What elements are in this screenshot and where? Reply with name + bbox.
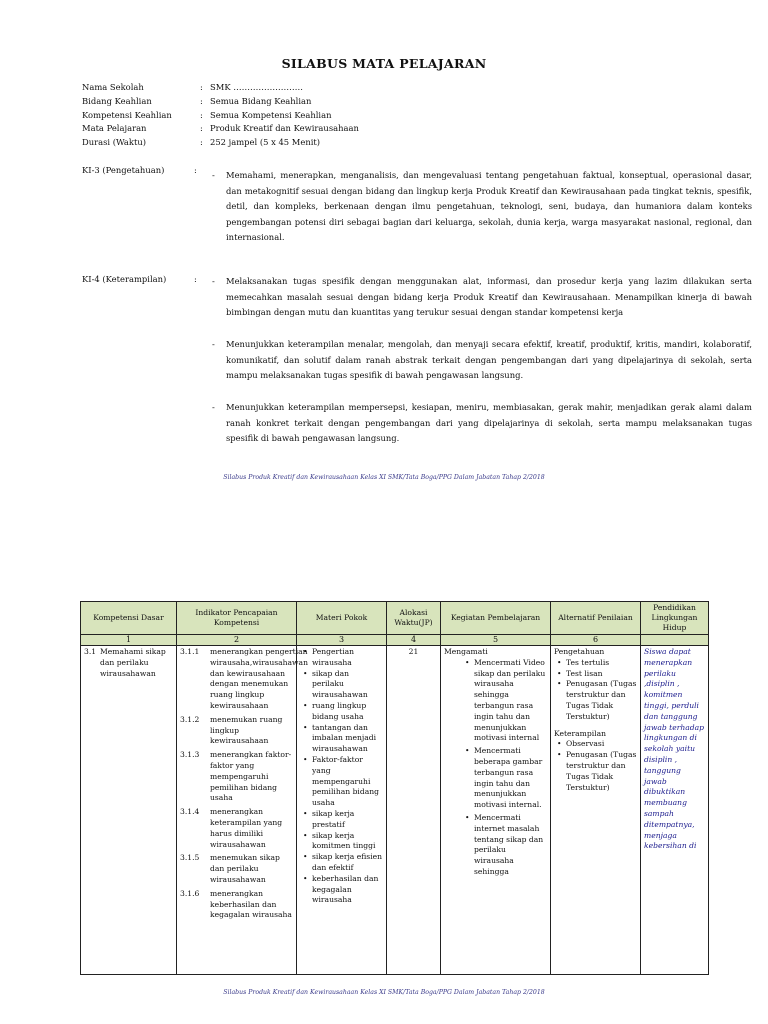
meta-value: Produk Kreatif dan Kewirausahaan [210, 123, 359, 134]
kd-text: Memahami sikap dan perilaku wirausahawan [100, 647, 166, 678]
indikator-number: 3.1.4 [180, 807, 200, 817]
school-meta [82, 81, 359, 150]
penilaian-item: • Penugasan (Tugas terstruktur dan Tugas Tidak Terstuktur) [566, 750, 637, 793]
plh-cell: Siswa dapat menerapkan perilaku ,disiplin , komitmen tinggi, perduli dan tanggung jawab terhadap lingkungan di sekolah yaitu disiplin , tanggung jawab dibuktikan membuang sampah ditempatnya, menjaga kebersihan di [641, 646, 709, 975]
materi-item: • Faktor-faktor yang mempengaruhi pemilihan bidang usaha [312, 755, 383, 809]
column-number-row [81, 635, 709, 646]
indikator-item [180, 647, 308, 712]
indikator-text: menerangkan keberhasilan dan kegagalan wirausaha [210, 888, 292, 920]
materi-item: • sikap kerja komitmen tinggi [312, 831, 383, 853]
meta-label: Bidang Keahlian [82, 95, 152, 106]
penilaian-item: • Tes tertulis [566, 658, 637, 669]
meta-row [82, 95, 359, 109]
penilaian-item: • Penugasan (Tugas terstruktur dan Tugas Tidak Terstuktur) [566, 679, 637, 722]
indikator-text: menerangkan faktor-faktor yang mempengaruhi pemilihan bidang usaha [210, 750, 292, 803]
header-cell: Alokasi Waktu(JP) [387, 602, 441, 635]
column-number: 1 [81, 635, 177, 646]
ki4-item: Melaksanakan tugas spesifik dengan menggunakan alat, informasi, dan prosedur kerja yang lazim dilakukan serta memecahkan masalah sesuai dengan bidang kerja Produk Kreatif dan Kewirausahaan. Menampilkan kinerja di bawah bimbingan dengan mutu dan kuantitas yang terukur sesuai dengan standar kompetensi kerja [226, 276, 752, 318]
syllabus-table [80, 601, 709, 975]
meta-colon: : [200, 123, 203, 134]
ki-dash: - [212, 170, 215, 180]
indikator-number: 3.1.5 [180, 853, 200, 863]
ki3-label: KI-3 (Pengetahuan) [82, 165, 165, 175]
meta-value: Semua Kompetensi Keahlian [210, 109, 332, 120]
meta-colon: : [200, 137, 203, 148]
indikator-cell [177, 646, 308, 975]
alokasi-cell: 21 [387, 646, 441, 975]
header-cell: Materi Pokok [297, 602, 387, 635]
indikator-number: 3.1.2 [180, 714, 200, 724]
header-cell: Indikator Pencapaian Kompetensi [177, 602, 297, 635]
meta-value: SMK ……………………. [210, 82, 303, 92]
indikator-item [180, 750, 293, 804]
indikator-item [180, 807, 293, 850]
materi-item: • keberhasilan dan kegagalan wirausaha [312, 874, 383, 906]
kegiatan-item: • Mencermati beberapa gambar terbangun rasa ingin tahu dan menunjukkan motivasi internal. [474, 746, 547, 811]
meta-row [82, 136, 359, 150]
meta-value: Semua Bidang Keahlian [210, 95, 312, 106]
indikator-number: 3.1.6 [180, 888, 200, 898]
header-row [81, 602, 709, 635]
indikator-text: menerangkan keterampilan yang harus dimiliki wirausahawan [210, 807, 283, 849]
penilaian-item: • Test lisan [566, 669, 637, 680]
meta-row [82, 122, 359, 136]
materi-cell [297, 646, 387, 975]
meta-value: 252 jampel (5 x 45 Menit) [210, 137, 321, 148]
column-number: 5 [441, 635, 551, 646]
meta-row [82, 81, 359, 95]
kegiatan-cell [441, 646, 551, 975]
indikator-item [180, 715, 293, 747]
page-title: SILABUS MATA PELAJARAN [281, 56, 487, 71]
penilaian-item: • Observasi [566, 739, 637, 750]
header-cell: Kompetensi Dasar [81, 602, 177, 635]
meta-label: Mata Pelajaran [82, 123, 147, 134]
kd-cell [81, 646, 177, 975]
ki3-text: Memahami, menerapkan, menganalisis, dan mengevaluasi tentang pengetahuan faktual, konseptual, operasional dasar, dan metakognitif sesuai dengan bidang dan lingkup kerja Produk Kreatif dan Kewirausahaan pada tingkat teknis, spesifik, detil, dan kompleks, berkenaan dengan ilmu pengetahuan, teknologi, seni, budaya, dan humaniora dalam konteks pengembangan potensi diri sebagai bagian dari keluarga, sekolah, dunia kerja, warga masyarakat nasional, regional, dan internasional. [226, 170, 752, 243]
indikator-item [180, 889, 293, 921]
header-cell: Pendidikan Lingkungan Hidup [641, 602, 709, 635]
indikator-text: menerangkan pengertian wirausaha,wirausahawan dan kewirausahaan dengan menemukan ruang lingkup kewirausahaan [210, 647, 308, 710]
materi-item: • tantangan dan imbalan menjadi wirausahawan [312, 723, 383, 755]
ki4-item: Menunjukkan keterampilan menalar, mengolah, dan menyaji secara efektif, kreatif, produktif, kritis, mandiri, kolaboratif, komunikatif, dan solutif dalam ranah abstrak terkait dengan pengembangan dari yang dipelajarinya di sekolah, serta mampu melaksanakan tugas spesifik di bawah pengawasan langsung. [226, 339, 752, 381]
column-number: 6 [551, 635, 641, 646]
ki-dash: - [212, 276, 215, 286]
ki-colon: : [194, 274, 197, 284]
column-number [641, 635, 709, 646]
materi-item: • Pengertian wirausaha [312, 647, 383, 669]
materi-item: • sikap kerja prestatif [312, 809, 383, 831]
page-footer-bottom: Silabus Produk Kreatif dan Kewirausahaan Kelas XI SMK/Tata Boga/PPG Dalam Jabatan Tahap 2/2018 [223, 989, 545, 996]
meta-label: Durasi (Waktu) [82, 137, 146, 148]
page-footer: Silabus Produk Kreatif dan Kewirausahaan Kelas XI SMK/Tata Boga/PPG Dalam Jabatan Tahap 2/2018 [223, 474, 545, 481]
table-row [81, 646, 709, 975]
kd-number: 3.1 [84, 647, 97, 656]
indikator-text: menemukan sikap dan perilaku wirausahawan [210, 853, 280, 884]
column-number: 4 [387, 635, 441, 646]
indikator-item [180, 853, 293, 885]
meta-colon: : [200, 109, 203, 120]
meta-colon: : [200, 95, 203, 106]
column-number: 3 [297, 635, 387, 646]
meta-label: Nama Sekolah [82, 82, 144, 92]
materi-item: • ruang lingkup bidang usaha [312, 701, 383, 723]
ki-dash: - [212, 402, 215, 412]
penilaian-keterampilan-label: Keterampilan [554, 728, 607, 738]
kegiatan-heading: Mengamati [444, 647, 488, 656]
materi-item: • sikap kerja efisien dan efektif [312, 852, 383, 874]
penilaian-pengetahuan-label: Pengetahuan [554, 647, 605, 656]
indikator-number: 3.1.1 [180, 647, 200, 656]
ki4-label: KI-4 (Keterampilan) [82, 274, 167, 284]
header-cell: Kegiatan Pembelajaran [441, 602, 551, 635]
kegiatan-item: • Mencermati Video sikap dan perilaku wirausaha sehingga terbangun rasa ingin tahu dan menunjukkan motivasi internal [474, 658, 547, 744]
indikator-number: 3.1.3 [180, 750, 200, 760]
ki4-item: Menunjukkan keterampilan mempersepsi, kesiapan, meniru, membiasakan, gerak mahir, menjadikan gerak alami dalam ranah konkret terkait dengan pengembangan dari yang dipelajarinya di sekolah, serta mampu melaksanakan tugas spesifik di bawah pengawasan langsung. [226, 402, 752, 444]
header-cell: Alternatif Penilaian [551, 602, 641, 635]
meta-row [82, 109, 359, 123]
indikator-text: menemukan ruang lingkup kewirausahaan [210, 714, 283, 746]
kegiatan-item: • Mencermati internet masalah tentang sikap dan perilaku wirausaha sehingga [474, 813, 547, 878]
meta-label: Kompetensi Keahlian [82, 109, 172, 120]
column-number: 2 [177, 635, 297, 646]
penilaian-cell [551, 646, 641, 975]
ki-dash: - [212, 339, 215, 349]
meta-colon: : [200, 82, 203, 92]
ki-colon: : [194, 165, 197, 175]
materi-item: • sikap dan perilaku wirausahawan [312, 669, 383, 701]
